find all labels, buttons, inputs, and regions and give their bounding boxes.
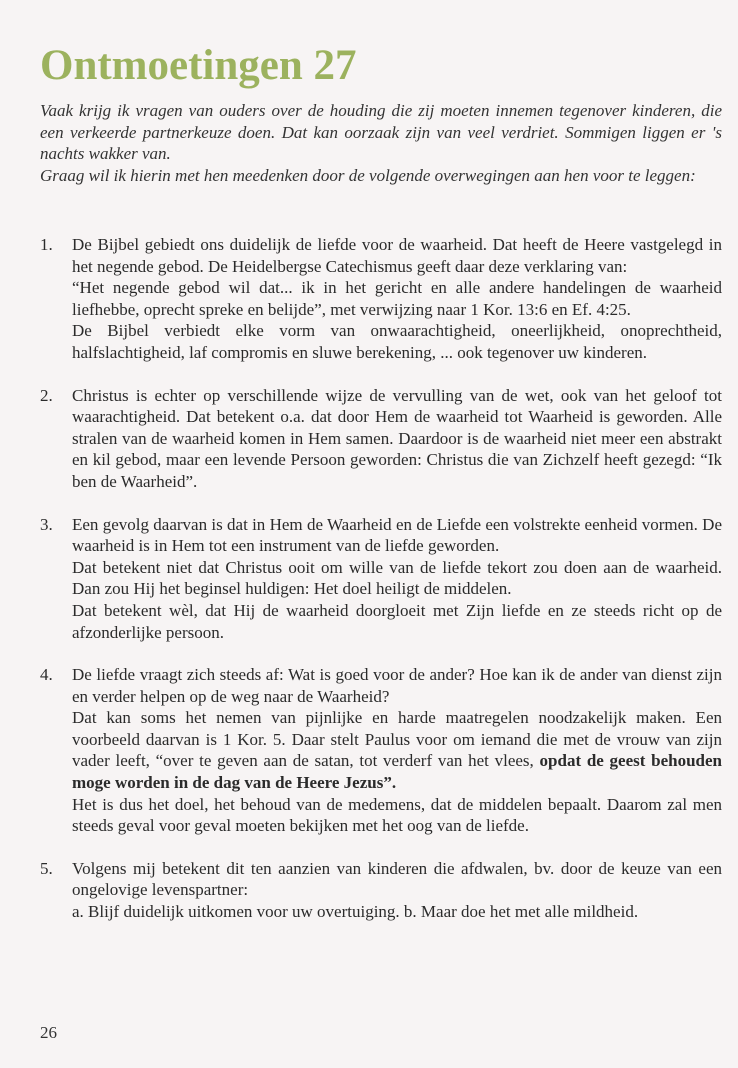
item-paragraph: De liefde vraagt zich steeds af: Wat is goed voor de ander? Hoe kan ik de ander van dienst zijn en verder helpen op de weg naar de Waarheid? <box>72 665 722 706</box>
page-title: Ontmoetingen 27 <box>40 42 357 89</box>
item-paragraph: De Bijbel gebiedt ons duidelijk de liefde voor de waarheid. Dat heeft de Heere vastgelegd in het negende gebod. De Heidelbergse Catechismus geeft daar deze verklaring van: <box>72 235 722 276</box>
item-paragraph: Volgens mij betekent dit ten aanzien van kinderen die afdwalen, bv. door de keuze van een ongelovige levenspartner: <box>72 858 722 900</box>
bold-quote: opdat de geest behouden moge worden in de dag van de Heere Jezus”. <box>72 751 722 793</box>
intro-paragraph: Vaak krijg ik vragen van ouders over de houding die zij moeten innemen tegenover kinderen, die een verkeerde partnerkeuze doen. Dat kan oorzaak zijn van veel verdriet. Sommigen liggen er 's nachts wakker van. <box>40 101 722 163</box>
numbered-list <box>40 234 722 944</box>
item-paragraph <box>72 707 722 793</box>
list-item <box>40 385 722 493</box>
item-number: 5. <box>40 858 53 878</box>
item-paragraph: Een gevolg daarvan is dat in Hem de Waarheid en de Liefde een volstrekte eenheid vormen. De waarheid is in Hem tot een instrument van de liefde geworden. <box>72 514 722 556</box>
item-number: 2. <box>40 385 53 405</box>
item-paragraph: “Het negende gebod wil dat... ik in het gericht en alle andere handelingen de waarheid liefhebbe, oprecht spreke en belijde”, met verwijzing naar 1 Kor. 13:6 en Ef. 4:25. <box>72 278 722 319</box>
list-item <box>40 664 722 837</box>
list-item <box>40 234 722 364</box>
item-number: 1. <box>40 235 53 254</box>
list-item <box>40 858 722 923</box>
item-paragraph: a. Blijf duidelijk uitkomen voor uw overtuiging. b. Maar doe het met alle mildheid. <box>72 902 639 922</box>
item-paragraph: Dat betekent niet dat Christus ooit om wille van de liefde tekort zou doen aan de waarheid. Dan zou Hij het beginsel huldigen: Het doel heiligt de middelen. <box>72 557 722 599</box>
item-text: Dat kan soms het nemen van pijnlijke en harde maatregelen noodzakelijk maken. Een voorbeeld daarvan is 1 Kor. 5. Daar stelt Paulus voor om iemand die met de vrouw van zijn vader leeft, “over te geven aan de satan, tot verderf van het vlees, <box>72 708 722 771</box>
intro <box>40 100 722 186</box>
intro-paragraph: Graag wil ik hierin met hen meedenken door de volgende overwegingen aan hen voor te leggen: <box>40 165 696 185</box>
item-paragraph: De Bijbel verbiedt elke vorm van onwaarachtigheid, oneerlijkheid, onoprechtheid, halfslachtigheid, laf compromis en sluwe berekening, ... ook tegenover uw kinderen. <box>72 321 722 362</box>
list-item <box>40 514 722 644</box>
item-paragraph: Het is dus het doel, het behoud van de medemens, dat de middelen bepaalt. Daarom zal men steeds geval voor geval moeten bekijken met het oog van de liefde. <box>72 794 722 836</box>
page-number: 26 <box>40 1023 57 1042</box>
item-number: 4. <box>40 665 53 685</box>
item-paragraph: Christus is echter op verschillende wijze de vervulling van de wet, ook van het geloof tot waarachtigheid. Dat betekent o.a. dat door Hem de waarheid tot Waarheid is geworden. Alle stralen van de waarheid komen in Hem samen. Daardoor is de waarheid niet meer een abstrakt en kil gebod, maar een levende Persoon geworden: Christus die van Zichzelf heeft gezegd: “Ik ben de Waarheid”. <box>72 385 722 491</box>
item-paragraph: Dat betekent wèl, dat Hij de waarheid doorgloeit met Zijn liefde en ze steeds richt op de afzonderlijke persoon. <box>72 600 722 642</box>
item-number: 3. <box>40 514 53 534</box>
